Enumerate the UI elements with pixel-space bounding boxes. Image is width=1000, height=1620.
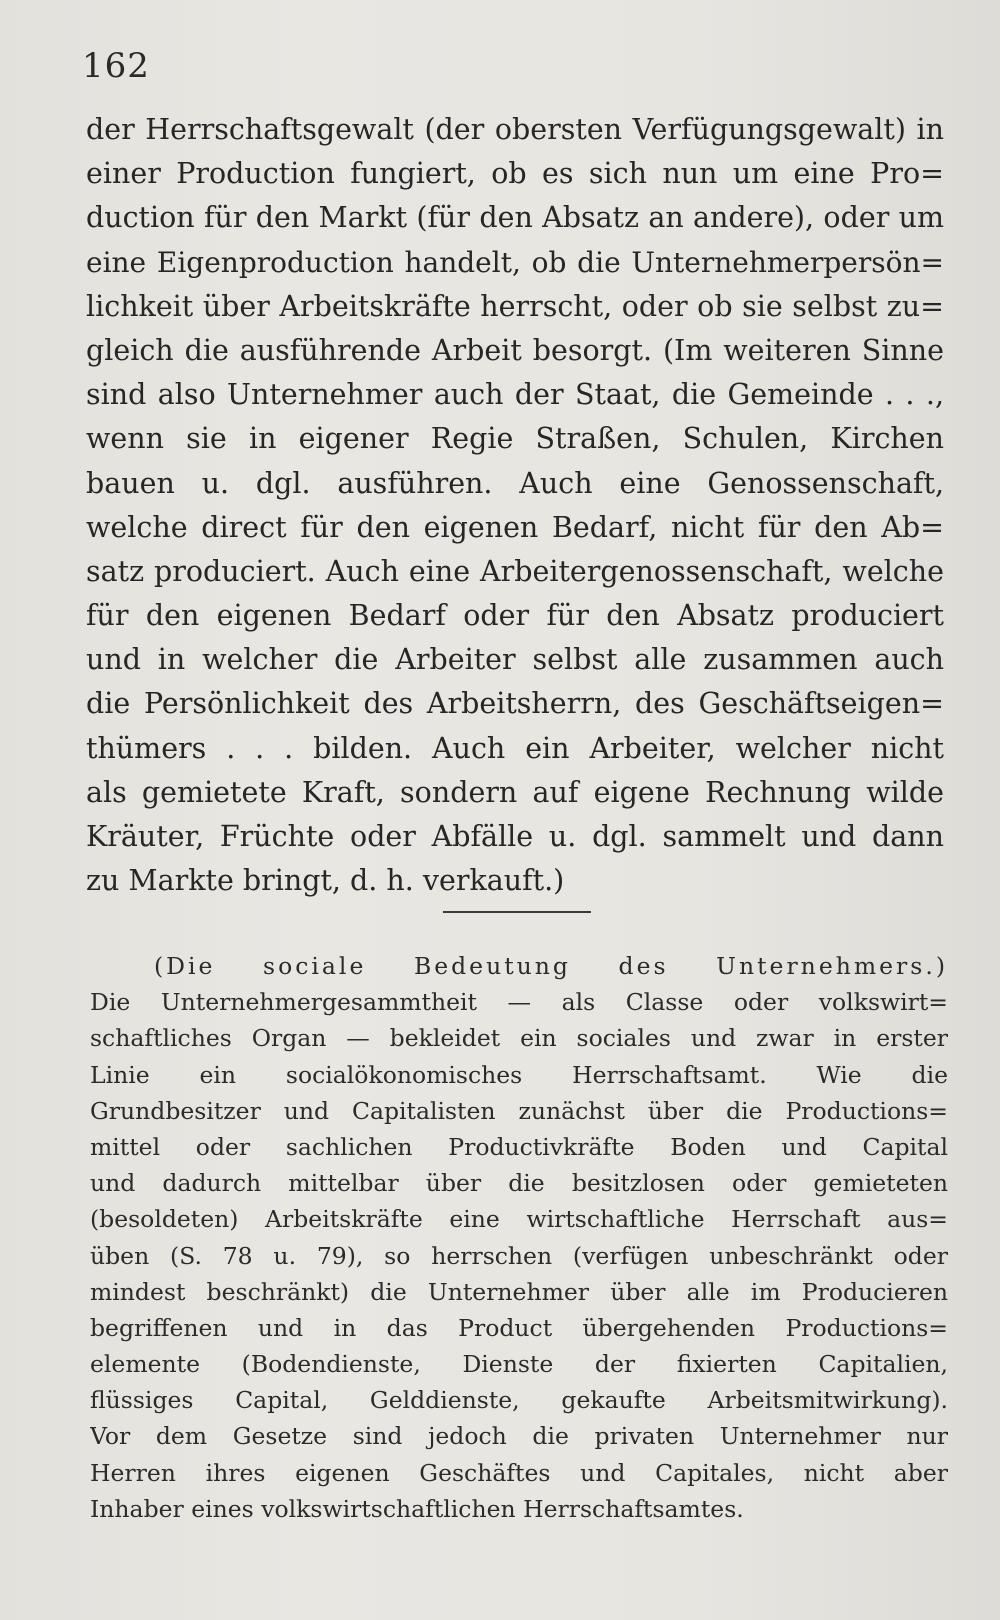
main-paragraph bbox=[86, 108, 944, 903]
note-line: üben (S. 78 u. 79), so herrschen (verfügen unbeschränkt oder bbox=[90, 1241, 948, 1270]
text-line: wenn sie in eigener Regie Straßen, Schulen, Kirchen bbox=[86, 422, 944, 456]
note-line: Grundbesitzer und Capitalisten zunächst über die Productions= bbox=[90, 1096, 948, 1125]
text-line: bauen u. dgl. ausführen. Auch eine Genossenschaft, bbox=[86, 466, 944, 500]
note-line: mittel oder sachlichen Productivkräfte Boden und Capital bbox=[90, 1132, 948, 1161]
text-line: sind also Unternehmer auch der Staat, die Gemeinde . . ., bbox=[86, 378, 944, 412]
text-line: satz produciert. Auch eine Arbeitergenossenschaft, welche bbox=[86, 554, 944, 588]
note-line: schaftliches Organ — bekleidet ein sociales und zwar in erster bbox=[90, 1024, 948, 1053]
note-line: Inhaber eines volkswirtschaftlichen Herrschaftsamtes. bbox=[90, 1494, 744, 1523]
text-line: der Herrschaftsgewalt (der obersten Verfügungsgewalt) in bbox=[86, 113, 944, 146]
note-line: Herren ihres eigenen Geschäftes und Capitales, nicht aber bbox=[90, 1458, 948, 1487]
note-line: (besoldeten) Arbeitskräfte eine wirtschaftliche Herrschaft aus= bbox=[90, 1205, 948, 1234]
note-heading: (Die sociale Bedeutung des Unternehmers.) bbox=[154, 952, 948, 980]
page-number: 162 bbox=[82, 46, 150, 86]
text-line: thümers . . . bilden. Auch ein Arbeiter, welcher nicht bbox=[86, 731, 944, 765]
note-line: flüssiges Capital, Gelddienste, gekaufte Arbeitsmitwirkung). bbox=[90, 1386, 948, 1415]
note-line: elemente (Bodendienste, Dienste der fixierten Capitalien, bbox=[90, 1350, 948, 1379]
note-line: Linie ein socialökonomisches Herrschaftsamt. Wie die bbox=[90, 1060, 948, 1089]
note-line: und dadurch mittelbar über die besitzlosen oder gemieteten bbox=[90, 1169, 948, 1198]
text-line: zu Markte bringt, d. h. verkauft.) bbox=[86, 864, 565, 898]
text-line: eine Eigenproduction handelt, ob die Unternehmerpersön= bbox=[86, 245, 944, 279]
text-line: duction für den Markt (für den Absatz an andere), oder um bbox=[86, 201, 944, 235]
text-line: die Persönlichkeit des Arbeitsherrn, des Geschäftseigen= bbox=[86, 687, 944, 721]
text-line: und in welcher die Arbeiter selbst alle zusammen auch bbox=[86, 643, 944, 677]
note-line: Die Unternehmergesammtheit — als Classe oder volkswirt= bbox=[90, 988, 948, 1017]
note-line: begriffenen und in das Product übergehenden Productions= bbox=[90, 1313, 948, 1342]
note-line: mindest beschränkt) die Unternehmer über alle im Producieren bbox=[90, 1277, 948, 1306]
section-divider bbox=[443, 911, 591, 913]
note-paragraph bbox=[90, 948, 948, 1527]
text-line: als gemietete Kraft, sondern auf eigene Rechnung wilde bbox=[86, 775, 944, 809]
text-line: für den eigenen Bedarf oder für den Absatz produciert bbox=[86, 599, 944, 633]
note-line: Vor dem Gesetze sind jedoch die privaten Unternehmer nur bbox=[90, 1422, 948, 1451]
text-line: gleich die ausführende Arbeit besorgt. (Im weiteren Sinne bbox=[86, 333, 944, 367]
text-line: lichkeit über Arbeitskräfte herrscht, oder ob sie selbst zu= bbox=[86, 289, 944, 323]
text-line: welche direct für den eigenen Bedarf, nicht für den Ab= bbox=[86, 510, 944, 544]
text-line: Kräuter, Früchte oder Abfälle u. dgl. sammelt und dann bbox=[86, 820, 944, 853]
text-line: einer Production fungiert, ob es sich nun um eine Pro= bbox=[86, 157, 944, 191]
